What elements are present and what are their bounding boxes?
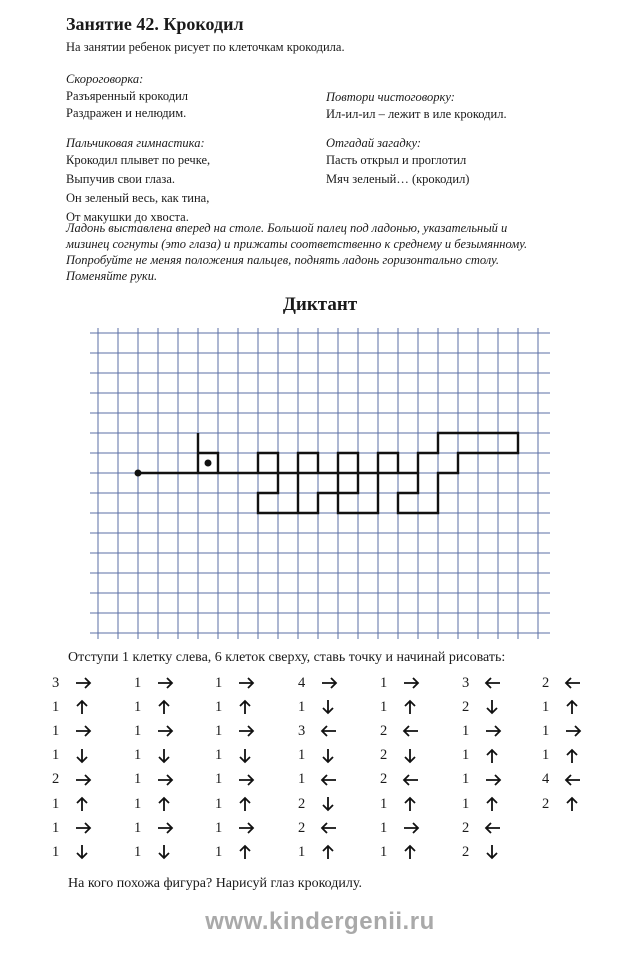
step-count: 1 xyxy=(52,698,60,715)
arrow-up-icon xyxy=(156,699,174,715)
arrow-left-icon xyxy=(320,723,338,739)
arrow-up-icon xyxy=(74,699,92,715)
repeat-line: Ил-ил-ил – лежит в иле крокодил. xyxy=(326,107,507,121)
arrow-up-icon xyxy=(74,796,92,812)
dictation-step xyxy=(298,841,368,863)
dictation-step xyxy=(134,841,204,863)
step-count: 1 xyxy=(462,771,470,788)
dictation-step xyxy=(215,769,285,791)
arrow-right-icon xyxy=(156,723,174,739)
arrow-right-icon xyxy=(402,820,420,836)
arrow-left-icon xyxy=(564,675,582,691)
dictation-step xyxy=(542,720,612,742)
arrow-right-icon xyxy=(156,772,174,788)
dictation-step xyxy=(380,745,450,767)
dictation-step xyxy=(52,769,122,791)
arrow-right-icon xyxy=(156,675,174,691)
dictation-step xyxy=(462,793,532,815)
step-count: 1 xyxy=(215,795,223,812)
arrow-left-icon xyxy=(320,772,338,788)
step-count: 1 xyxy=(134,819,142,836)
dictation-step xyxy=(134,793,204,815)
riddle-label: Отгадай загадку: xyxy=(326,136,422,150)
dictation-step xyxy=(380,793,450,815)
finger-instruction xyxy=(66,220,566,284)
step-count: 1 xyxy=(52,843,60,860)
dictation-step xyxy=(134,720,204,742)
step-count: 2 xyxy=(462,819,470,836)
step-count: 1 xyxy=(52,747,60,764)
arrow-up-icon xyxy=(484,796,502,812)
dictation-step xyxy=(380,817,450,839)
arrow-left-icon xyxy=(402,723,420,739)
dictation-step xyxy=(542,696,612,718)
arrow-up-icon xyxy=(237,699,255,715)
step-count: 1 xyxy=(52,819,60,836)
dictation-step xyxy=(462,720,532,742)
riddle-block xyxy=(326,136,469,189)
arrow-right-icon xyxy=(237,820,255,836)
instruction-line: Ладонь выставлена вперед на столе. Большой палец под ладонью, указательный и xyxy=(66,221,508,235)
dictation-step xyxy=(52,817,122,839)
arrow-right-icon xyxy=(484,723,502,739)
finger-gym-line: Выпучив свои глаза. xyxy=(66,172,175,186)
step-count: 1 xyxy=(462,722,470,739)
instruction-line: Попробуйте не меняя положения пальцев, поднять ладонь горизонтально столу. xyxy=(66,253,499,267)
arrow-up-icon xyxy=(564,796,582,812)
step-count: 1 xyxy=(215,819,223,836)
arrow-left-icon xyxy=(484,675,502,691)
step-count: 1 xyxy=(134,674,142,691)
dictation-step xyxy=(52,696,122,718)
tongue-twister-line: Разъяренный крокодил xyxy=(66,89,189,103)
step-count: 1 xyxy=(380,698,388,715)
dictation-step xyxy=(215,720,285,742)
arrow-right-icon xyxy=(320,675,338,691)
arrow-right-icon xyxy=(484,772,502,788)
step-count: 3 xyxy=(298,722,306,739)
step-count: 4 xyxy=(298,674,306,691)
arrow-left-icon xyxy=(564,772,582,788)
arrow-right-icon xyxy=(237,675,255,691)
arrow-left-icon xyxy=(484,820,502,836)
tongue-twister-line: Раздражен и нелюдим. xyxy=(66,106,187,120)
dictation-step xyxy=(134,817,204,839)
step-count: 1 xyxy=(134,747,142,764)
step-count: 1 xyxy=(462,747,470,764)
graph-paper-grid xyxy=(90,328,550,644)
finger-gym-line: От макушки до хвоста. xyxy=(66,210,189,224)
arrow-left-icon xyxy=(320,820,338,836)
dictation-step xyxy=(298,696,368,718)
step-count: 1 xyxy=(134,771,142,788)
arrow-up-icon xyxy=(237,844,255,860)
dictation-step xyxy=(462,696,532,718)
arrow-up-icon xyxy=(402,699,420,715)
arrow-down-icon xyxy=(484,844,502,860)
step-count: 1 xyxy=(380,819,388,836)
step-count: 2 xyxy=(52,771,60,788)
repeat-label: Повтори чистоговорку: xyxy=(326,90,455,104)
dictation-step xyxy=(462,769,532,791)
arrow-up-icon xyxy=(237,796,255,812)
dictation-step xyxy=(298,720,368,742)
dictation-step xyxy=(542,769,612,791)
dictation-step xyxy=(298,745,368,767)
instruction-line: мизинец согнуты (это глаза) и прижаты соответственно к среднему и безымянному. xyxy=(66,237,528,251)
finger-gym-label: Пальчиковая гимнастика: xyxy=(66,136,205,150)
arrow-down-icon xyxy=(320,796,338,812)
step-count: 1 xyxy=(298,771,306,788)
arrow-up-icon xyxy=(484,748,502,764)
finger-gym-line: Он зеленый весь, как тина, xyxy=(66,191,210,205)
step-count: 1 xyxy=(380,843,388,860)
arrow-right-icon xyxy=(156,820,174,836)
dictation-step xyxy=(380,672,450,694)
crocodile-eye-dot xyxy=(205,460,212,467)
arrow-down-icon xyxy=(484,699,502,715)
tongue-twister-block xyxy=(66,72,188,123)
step-count: 2 xyxy=(380,771,388,788)
arrow-right-icon xyxy=(74,723,92,739)
arrow-up-icon xyxy=(402,844,420,860)
lesson-subtitle: На занятии ребенок рисует по клеточкам крокодила. xyxy=(66,40,345,54)
arrow-right-icon xyxy=(237,772,255,788)
step-count: 1 xyxy=(134,722,142,739)
step-count: 3 xyxy=(52,674,60,691)
step-count: 1 xyxy=(542,698,550,715)
dictation-step xyxy=(134,745,204,767)
dictation-step xyxy=(52,672,122,694)
riddle-line: Мяч зеленый… (крокодил) xyxy=(326,172,470,186)
dictation-step xyxy=(542,672,612,694)
dictation-step xyxy=(215,817,285,839)
step-count: 2 xyxy=(298,795,306,812)
arrow-right-icon xyxy=(74,820,92,836)
dictation-step xyxy=(542,745,612,767)
step-count: 1 xyxy=(298,843,306,860)
step-count: 1 xyxy=(134,843,142,860)
dictation-step xyxy=(380,769,450,791)
step-count: 1 xyxy=(380,674,388,691)
arrow-right-icon xyxy=(74,675,92,691)
arrow-up-icon xyxy=(156,796,174,812)
step-count: 1 xyxy=(134,795,142,812)
step-count: 3 xyxy=(462,674,470,691)
dictation-step xyxy=(462,841,532,863)
arrow-down-icon xyxy=(320,699,338,715)
step-count: 1 xyxy=(52,795,60,812)
arrow-down-icon xyxy=(74,844,92,860)
step-count: 2 xyxy=(542,795,550,812)
finger-gym-line: Крокодил плывет по речке, xyxy=(66,153,211,167)
step-count: 1 xyxy=(215,747,223,764)
dictation-step xyxy=(380,841,450,863)
dictation-start-instruction: Отступи 1 клетку слева, 6 клеток сверху, ставь точку и начинай рисовать: xyxy=(68,650,506,665)
arrow-down-icon xyxy=(74,748,92,764)
dictation-step xyxy=(380,696,450,718)
arrow-down-icon xyxy=(237,748,255,764)
dictation-step xyxy=(298,769,368,791)
dictation-step xyxy=(215,841,285,863)
step-count: 1 xyxy=(542,747,550,764)
dictation-question: На кого похожа фигура? Нарисуй глаз крокодилу. xyxy=(68,876,362,891)
dictation-step xyxy=(52,793,122,815)
dictation-step xyxy=(134,769,204,791)
start-dot xyxy=(135,470,142,477)
step-count: 4 xyxy=(542,771,550,788)
step-count: 1 xyxy=(298,698,306,715)
step-count: 1 xyxy=(215,722,223,739)
dictation-step xyxy=(298,672,368,694)
arrow-right-icon xyxy=(237,723,255,739)
dictation-step xyxy=(215,696,285,718)
dictation-step xyxy=(52,720,122,742)
dictation-step xyxy=(462,745,532,767)
step-count: 2 xyxy=(380,722,388,739)
arrow-down-icon xyxy=(156,844,174,860)
tongue-twister-label: Скороговорка: xyxy=(66,72,144,86)
arrow-right-icon xyxy=(564,723,582,739)
lesson-title: Занятие 42. Крокодил xyxy=(66,14,244,34)
riddle-line: Пасть открыл и проглотил xyxy=(326,153,467,167)
dictation-step xyxy=(542,793,612,815)
arrow-down-icon xyxy=(156,748,174,764)
step-count: 1 xyxy=(134,698,142,715)
step-count: 1 xyxy=(52,722,60,739)
step-count: 1 xyxy=(215,674,223,691)
dictation-step xyxy=(462,672,532,694)
arrow-right-icon xyxy=(402,675,420,691)
arrow-left-icon xyxy=(402,772,420,788)
step-count: 2 xyxy=(542,674,550,691)
arrow-up-icon xyxy=(320,844,338,860)
arrow-up-icon xyxy=(402,796,420,812)
dictation-step xyxy=(215,672,285,694)
step-count: 2 xyxy=(298,819,306,836)
step-count: 2 xyxy=(462,843,470,860)
dictation-step xyxy=(52,745,122,767)
step-count: 1 xyxy=(542,722,550,739)
instruction-line: Поменяйте руки. xyxy=(66,269,158,283)
step-count: 2 xyxy=(380,747,388,764)
dictation-heading: Диктант xyxy=(282,294,358,315)
arrow-right-icon xyxy=(74,772,92,788)
dictation-step xyxy=(215,793,285,815)
step-count: 1 xyxy=(215,698,223,715)
finger-gym-block xyxy=(66,136,210,227)
arrow-down-icon xyxy=(402,748,420,764)
step-count: 1 xyxy=(462,795,470,812)
step-count: 2 xyxy=(462,698,470,715)
arrow-up-icon xyxy=(564,748,582,764)
dictation-step xyxy=(298,817,368,839)
dictation-step xyxy=(462,817,532,839)
dictation-step xyxy=(298,793,368,815)
website-watermark: www.kindergenii.ru xyxy=(205,908,435,935)
repeat-block xyxy=(326,90,507,124)
step-count: 1 xyxy=(215,771,223,788)
dictation-step xyxy=(380,720,450,742)
dictation-step xyxy=(134,696,204,718)
step-count: 1 xyxy=(298,747,306,764)
dictation-step xyxy=(134,672,204,694)
arrow-down-icon xyxy=(320,748,338,764)
step-count: 1 xyxy=(380,795,388,812)
dictation-step xyxy=(52,841,122,863)
step-count: 1 xyxy=(215,843,223,860)
arrow-up-icon xyxy=(564,699,582,715)
dictation-step xyxy=(215,745,285,767)
